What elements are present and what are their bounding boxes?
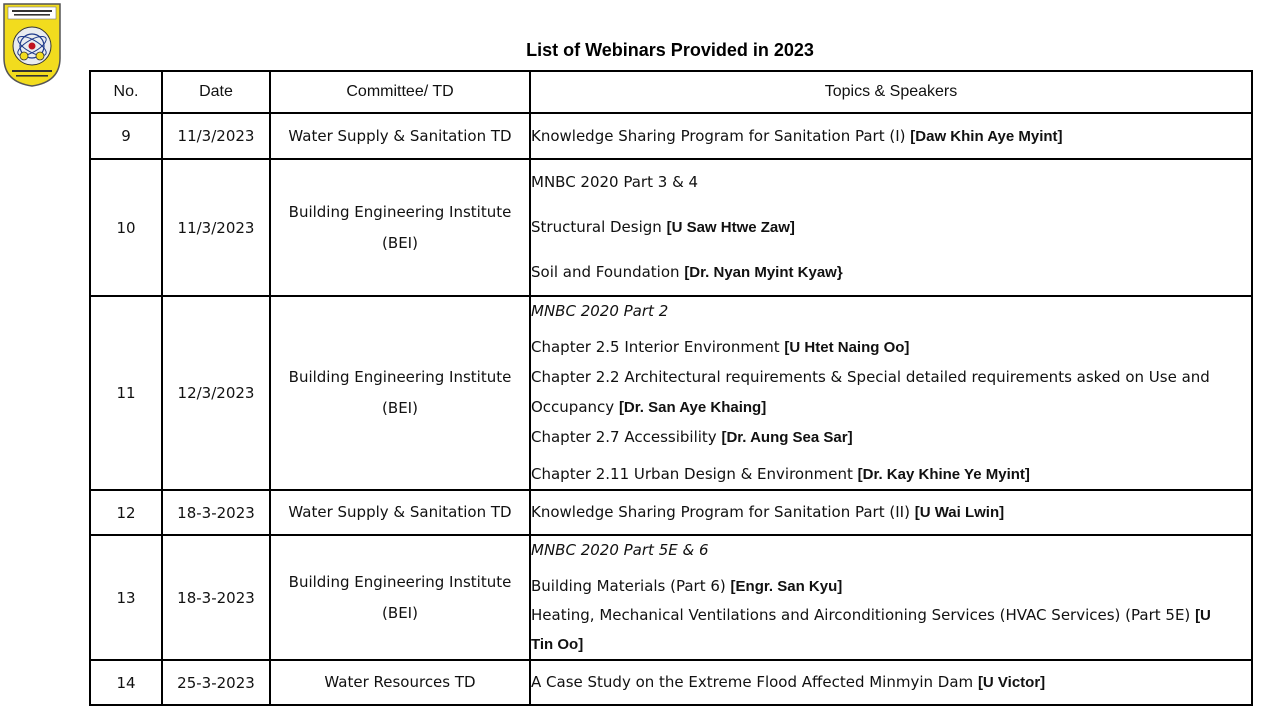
row-date: 11/3/2023	[162, 159, 270, 296]
speaker-name: [U Wai Lwin]	[914, 504, 1005, 521]
row-date: 25-3-2023	[162, 660, 270, 705]
topic-text: Knowledge Sharing Program for Sanitation Part (I)	[531, 126, 906, 145]
topic-line	[531, 205, 1251, 250]
committee-line: Water Resources TD	[324, 673, 476, 691]
topic-line	[531, 126, 1251, 147]
topic-line	[531, 423, 1251, 452]
column-header-no: No.	[90, 71, 162, 113]
committee-line: (BEI)	[382, 399, 418, 417]
column-header-committee: Committee/ TD	[270, 71, 530, 113]
row-number: 14	[90, 660, 162, 705]
row-number: 11	[90, 296, 162, 490]
speaker-name: [Dr. Aung Sea Sar]	[721, 429, 853, 446]
table-row	[90, 490, 1252, 535]
topic-line	[531, 460, 1251, 489]
row-date: 11/3/2023	[162, 113, 270, 159]
table-row	[90, 535, 1252, 660]
row-committee	[270, 660, 530, 705]
row-topics	[530, 660, 1252, 705]
topic-text: Chapter 2.7 Accessibility	[531, 428, 717, 446]
speaker-name: [Daw Khin Aye Myint]	[910, 127, 1063, 145]
topic-text: Building Materials (Part 6)	[531, 577, 726, 595]
topic-line	[531, 601, 1251, 659]
row-topics	[530, 296, 1252, 490]
speaker-name: [U Victor]	[977, 674, 1046, 691]
topic-line	[531, 536, 1251, 564]
topic-text: Knowledge Sharing Program for Sanitation Part (II)	[531, 503, 910, 521]
committee-line: (BEI)	[382, 233, 418, 252]
row-number: 12	[90, 490, 162, 535]
row-number: 9	[90, 113, 162, 159]
row-date: 18-3-2023	[162, 535, 270, 660]
row-committee	[270, 490, 530, 535]
topic-text: Soil and Foundation	[531, 263, 680, 281]
speaker-name: [Dr. Kay Khine Ye Myint]	[857, 466, 1030, 483]
row-committee	[270, 296, 530, 490]
topic-text: Chapter 2.2 Architectural requirements & Special detailed requirements asked on Use and Occupancy	[531, 368, 1210, 416]
committee-line: (BEI)	[382, 603, 418, 622]
topic-text: Structural Design	[531, 218, 662, 236]
topic-text: Heating, Mechanical Ventilations and Airconditioning Services (HVAC Services) (Part 5E)	[531, 606, 1191, 624]
speaker-name: [Dr. San Aye Khaing]	[618, 399, 767, 416]
column-header-topics: Topics & Speakers	[530, 71, 1252, 113]
speaker-name: [U Tin Oo]	[531, 607, 1211, 653]
committee-line: Water Supply & Sanitation TD	[288, 503, 512, 521]
topic-line	[531, 502, 1251, 523]
committee-line: Building Engineering Institute	[288, 368, 512, 386]
topic-heading: MNBC 2020 Part 2	[531, 302, 669, 320]
webinar-table	[89, 70, 1253, 706]
topic-line	[531, 160, 1251, 205]
row-topics	[530, 113, 1252, 159]
topic-text: MNBC 2020 Part 3 & 4	[531, 173, 699, 191]
row-committee	[270, 113, 530, 159]
row-topics	[530, 490, 1252, 535]
row-date: 12/3/2023	[162, 296, 270, 490]
committee-line: Water Supply & Sanitation TD	[288, 126, 512, 145]
row-number: 10	[90, 159, 162, 296]
topic-line	[531, 362, 1251, 423]
topic-text: Chapter 2.5 Interior Environment	[531, 338, 780, 356]
row-number: 13	[90, 535, 162, 660]
topic-line	[531, 297, 1251, 325]
topic-line	[531, 572, 1251, 601]
speaker-name: [Dr. Nyan Myint Kyaw}	[684, 264, 843, 281]
table-row	[90, 159, 1252, 296]
page-title: List of Webinars Provided in 2023	[526, 40, 814, 60]
speaker-name: [U Htet Naing Oo]	[784, 339, 910, 356]
speaker-name: [U Saw Htwe Zaw]	[666, 219, 795, 236]
row-committee	[270, 535, 530, 660]
committee-line: Building Engineering Institute	[288, 202, 512, 221]
table-row	[90, 296, 1252, 490]
table-header-row	[90, 71, 1252, 113]
table-row	[90, 113, 1252, 159]
topic-line	[531, 333, 1251, 362]
column-header-date: Date	[162, 71, 270, 113]
topic-text: Chapter 2.11 Urban Design & Environment	[531, 465, 853, 483]
topic-line	[531, 250, 1251, 295]
table-row	[90, 660, 1252, 705]
topic-heading: MNBC 2020 Part 5E & 6	[531, 541, 709, 559]
row-date: 18-3-2023	[162, 490, 270, 535]
committee-line: Building Engineering Institute	[288, 572, 512, 591]
row-topics	[530, 159, 1252, 296]
topic-line	[531, 672, 1251, 693]
topic-text: A Case Study on the Extreme Flood Affected Minmyin Dam	[531, 673, 974, 691]
speaker-name: [Engr. San Kyu]	[730, 578, 843, 595]
row-committee	[270, 159, 530, 296]
row-topics	[530, 535, 1252, 660]
